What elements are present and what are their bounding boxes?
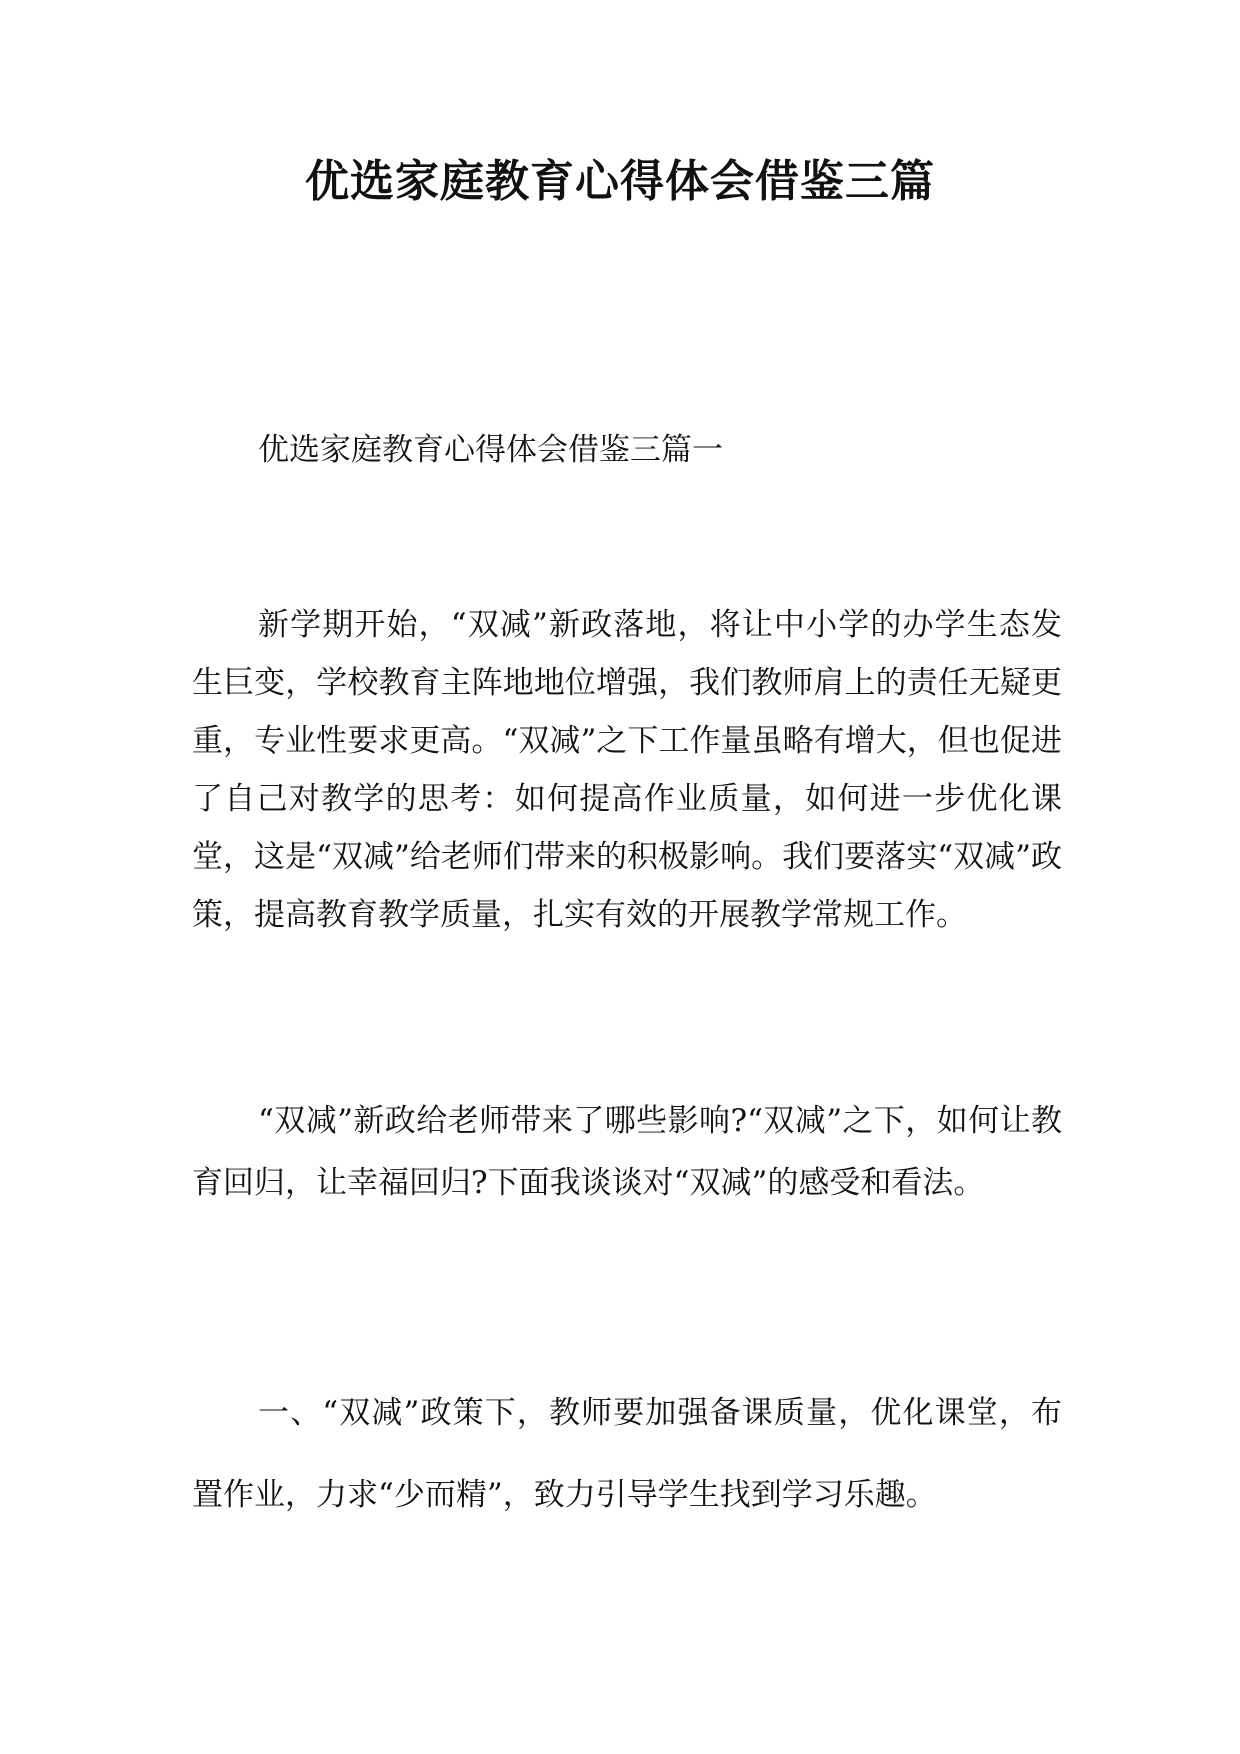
document-title: 优选家庭教育心得体会借鉴三篇 bbox=[305, 156, 935, 207]
paragraph-2: “双减”新政给老师带来了哪些影响?“双减”之下，如何让教育回归，让幸福回归?下面我谈谈对“双减”的感受和看法。 bbox=[192, 1103, 1062, 1201]
section-subtitle: 优选家庭教育心得体会借鉴三篇一 bbox=[258, 432, 723, 468]
paragraph-3: 一、“双减”政策下，教师要加强备课质量，优化课堂，布置作业，力求“少而精”，致力引导学生找到学习乐趣。 bbox=[192, 1395, 1062, 1513]
paragraph-1: 新学期开始，“双减”新政落地，将让中小学的办学生态发生巨变，学校教育主阵地地位增强，我们教师肩上的责任无疑更重，专业性要求更高。“双减”之下工作量虽略有增大，但也促进了自己对教学的思考：如何提高作业质量，如何进一步优化课堂，这是“双减”给老师们带来的积极影响。我们要落实“双减”政策，提高教育教学质量，扎实有效的开展教学常规工作。 bbox=[192, 607, 1062, 933]
